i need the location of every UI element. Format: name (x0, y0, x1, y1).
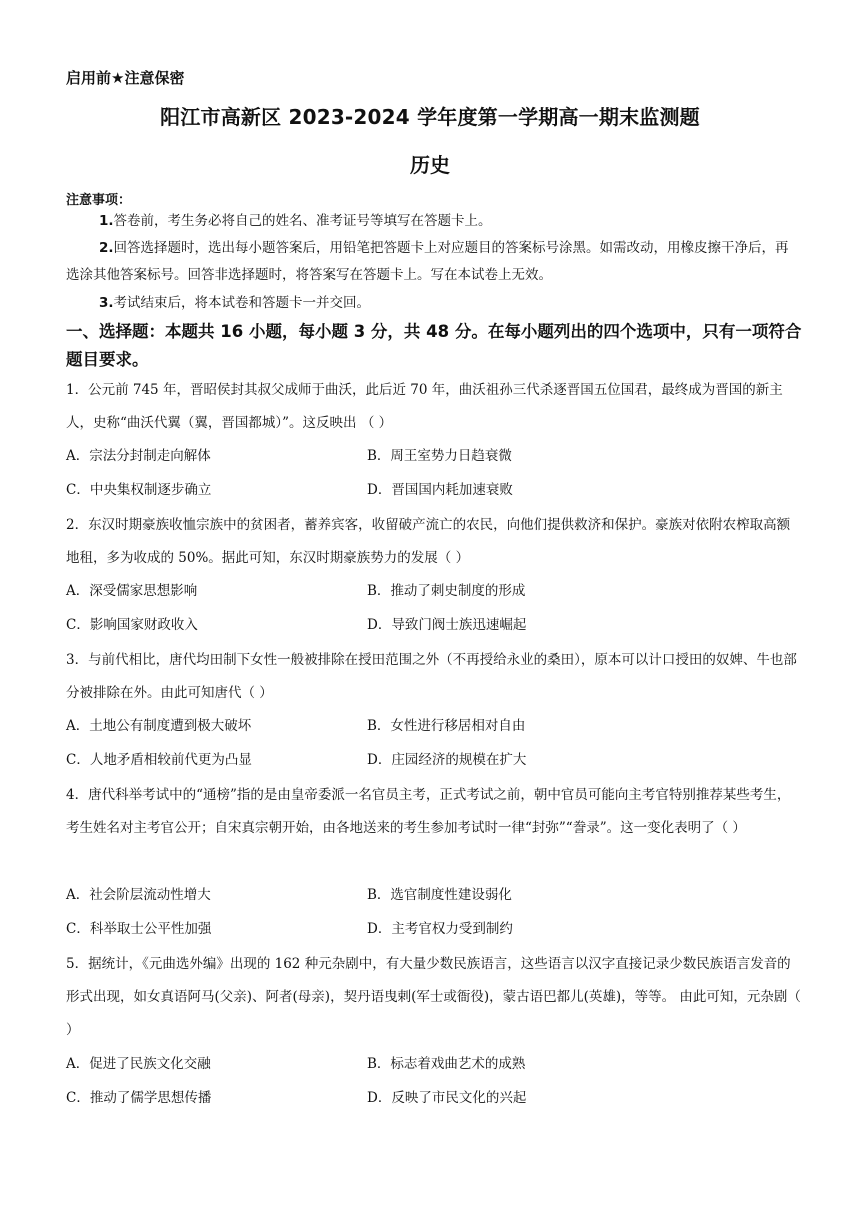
notice-item (66, 208, 796, 235)
confidential-label: 启用前★注意保密 (66, 69, 185, 87)
option-b[interactable]: B．标志着戏曲艺术的成熟 (367, 1056, 526, 1072)
option-c[interactable]: C．影响国家财政收入 (66, 617, 198, 633)
question-stem: 5．据统计，《元曲选外编》出现的 162 种元杂剧中，有大量少数民族语言，这些语言以汉字直接记录少数民族语言发音的形式出现，如女真语阿马(父亲)、阿者(母亲)，契丹语曳剌(军士或衙役)，蒙古语巴都儿(英雄)，等等。 由此可知，元杂剧（ ） (66, 956, 801, 1038)
notice-item (66, 235, 796, 289)
option-d[interactable]: D．导致门阀士族迅速崛起 (367, 617, 527, 633)
option-b[interactable]: B．女性进行移居相对自由 (367, 718, 526, 734)
notice-heading: 注意事项： (66, 193, 132, 208)
option-c[interactable]: C．推动了儒学思想传播 (66, 1090, 212, 1106)
notice-number: 1. (99, 213, 114, 229)
option-b[interactable]: B．选官制度性建设弱化 (367, 887, 512, 903)
option-a[interactable]: A．促进了民族文化交融 (66, 1056, 211, 1072)
question-stem: 3．与前代相比，唐代均田制下女性一般被排除在授田范围之外（不再授给永业的桑田），原本可以计口授田的奴婢、牛也部分被排除在外。由此可知唐代（ ） (66, 652, 797, 701)
option-c[interactable]: C．中央集权制逐步确立 (66, 482, 212, 498)
notice-text: 答卷前，考生务必将自己的姓名、准考证号等填写在答题卡上。 (113, 213, 492, 229)
notice-number: 2. (99, 240, 114, 256)
section-heading: 一、选择题：本题共 16 小题，每小题 3 分，共 48 分。在每小题列出的四个选项中，只有一项符合题目要求。 (66, 322, 802, 369)
subject-title: 历史 (410, 153, 450, 177)
option-a[interactable]: A．社会阶层流动性增大 (66, 887, 211, 903)
option-b[interactable]: B．周王室势力日趋衰微 (367, 448, 512, 464)
option-b[interactable]: B．推动了刺史制度的形成 (367, 583, 526, 599)
option-d[interactable]: D．主考官权力受到制约 (367, 921, 513, 937)
option-a[interactable]: A．深受儒家思想影响 (66, 583, 198, 599)
notice-text: 考试结束后，将本试卷和答题卡一并交回。 (113, 295, 371, 311)
notice-item (66, 290, 796, 317)
question-stem: 4．唐代科举考试中的“通榜”指的是由皇帝委派一名官员主考，正式考试之前，朝中官员可能向主考官特别推荐某些考生，考生姓名对主考官公开；自宋真宗朝开始，由各地送来的考生参加考试时一律“封弥”“誊录”。这一变化表明了（ ） (66, 787, 791, 836)
exam-title: 阳江市高新区 2023-2024 学年度第一学期高一期末监测题 (160, 105, 700, 129)
question-stem: 1．公元前 745 年，晋昭侯封其叔父成师于曲沃，此后近 70 年，曲沃祖孙三代杀逐晋国五位国君，最终成为晋国的新主人，史称“曲沃代翼（翼，晋国都城）”。这反映出 （ ） (66, 382, 783, 431)
option-a[interactable]: A．土地公有制度遭到极大破坏 (66, 718, 252, 734)
option-d[interactable]: D．晋国国内耗加速衰败 (367, 482, 513, 498)
option-d[interactable]: D．反映了市民文化的兴起 (367, 1090, 527, 1106)
option-c[interactable]: C．科举取士公平性加强 (66, 921, 212, 937)
question-stem: 2．东汉时期豪族收恤宗族中的贫困者，蓄养宾客，收留破产流亡的农民，向他们提供救济和保护。豪族对依附农榨取高额地租，多为收成的 50%。据此可知，东汉时期豪族势力的发展（ ） (66, 517, 791, 566)
option-c[interactable]: C．人地矛盾相较前代更为凸显 (66, 752, 252, 768)
notice-text: 回答选择题时，选出每小题答案后，用铅笔把答题卡上对应题目的答案标号涂黑。如需改动，用橡皮擦干净后，再选涂其他答案标号。回答非选择题时，将答案写在答题卡上。写在本试卷上无效。 (66, 240, 789, 283)
option-d[interactable]: D．庄园经济的规模在扩大 (367, 752, 527, 768)
option-a[interactable]: A．宗法分封制走向解体 (66, 448, 211, 464)
notice-number: 3. (99, 295, 114, 311)
